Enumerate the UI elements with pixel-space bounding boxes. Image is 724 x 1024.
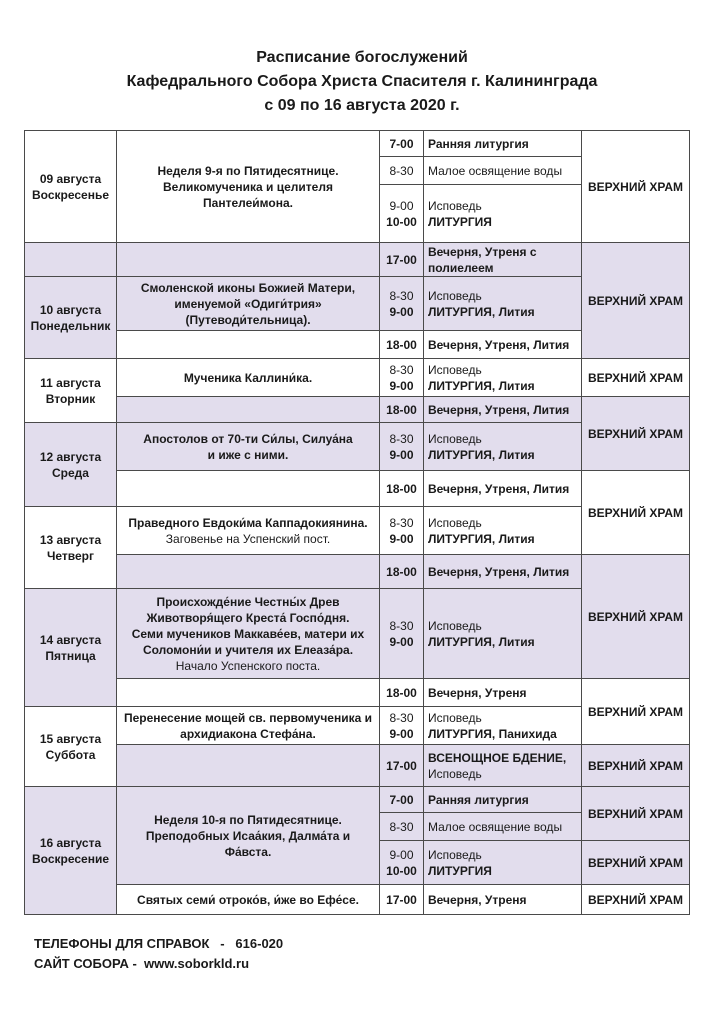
- service-name: Исповедь ЛИТУРГИЯ, Панихида: [424, 707, 582, 745]
- service-time: 17-00: [380, 243, 424, 277]
- service-name: Малое освящение воды: [424, 813, 582, 841]
- day-10-feast: Смоленской иконы Божией Матери, именуемой «Одиги́трия» (Путеводи́тельница).: [117, 277, 380, 331]
- service-time: 18-00: [380, 397, 424, 423]
- service-time: 8-30 9-00: [380, 359, 424, 397]
- service-time: 17-00: [380, 745, 424, 787]
- service-time: 8-30 9-00: [380, 277, 424, 331]
- place-cell: ВЕРХНИЙ ХРАМ: [582, 471, 690, 555]
- service-name: Исповедь ЛИТУРГИЯ, Лития: [424, 423, 582, 471]
- service-name: Исповедь ЛИТУРГИЯ, Лития: [424, 359, 582, 397]
- day-09-date: 09 августа Воскресенье: [25, 131, 117, 243]
- empty-cell: [117, 397, 380, 423]
- service-name: Вечерня, Утреня, Лития: [424, 331, 582, 359]
- empty-cell: [117, 745, 380, 787]
- day-14-feast: Происхожде́ние Честны́х Древ Животворя́щего Креста́ Госпо́дня. Семи мучеников Маккаве́ев, матери их Соломони́и и учителя их Елеаза́ра. Начало Успенского поста.: [117, 589, 380, 679]
- service-time: 8-30: [380, 813, 424, 841]
- day-13-feast: Праведного Евдоки́ма Каппадокиянина. Заговенье на Успенский пост.: [117, 507, 380, 555]
- day-15-feast: Перенесение мощей св. первомученика и архидиакона Стефа́на.: [117, 707, 380, 745]
- service-name: Ранняя литургия: [424, 131, 582, 157]
- place-cell: ВЕРХНИЙ ХРАМ: [582, 679, 690, 745]
- service-name: Исповедь ЛИТУРГИЯ, Лития: [424, 507, 582, 555]
- day-09-feast: Неделя 9-я по Пятидесятнице. Великомученика и целителя Пантелеи́мона.: [117, 131, 380, 243]
- service-time: 8-30 9-00: [380, 707, 424, 745]
- place-cell: ВЕРХНИЙ ХРАМ: [582, 359, 690, 397]
- day-15-date: 15 августа Суббота: [25, 707, 117, 787]
- service-name: Малое освящение воды: [424, 157, 582, 185]
- day-10-date: 10 августа Понедельник: [25, 277, 117, 359]
- service-time: 18-00: [380, 679, 424, 707]
- service-name: Вечерня, Утреня: [424, 885, 582, 915]
- service-name: Исповедь ЛИТУРГИЯ, Лития: [424, 277, 582, 331]
- place-cell: ВЕРХНИЙ ХРАМ: [582, 745, 690, 787]
- service-time: 18-00: [380, 331, 424, 359]
- service-time: 7-00: [380, 787, 424, 813]
- place-cell: ВЕРХНИЙ ХРАМ: [582, 885, 690, 915]
- service-name: Исповедь ЛИТУРГИЯ: [424, 185, 582, 243]
- place-cell: ВЕРХНИЙ ХРАМ: [582, 787, 690, 841]
- service-name: Вечерня, Утреня с полиелеем: [424, 243, 582, 277]
- place-cell: ВЕРХНИЙ ХРАМ: [582, 555, 690, 679]
- day-11-date: 11 августа Вторник: [25, 359, 117, 423]
- service-name: Вечерня, Утреня, Лития: [424, 555, 582, 589]
- service-name: ВСЕНОЩНОЕ БДЕНИЕ, Исповедь: [424, 745, 582, 787]
- empty-cell: [25, 243, 117, 277]
- date-range: с 09 по 16 августа 2020 г.: [264, 97, 460, 114]
- day-12-feast: Апостолов от 70-ти Си́лы, Силуа́на и иже с ними.: [117, 423, 380, 471]
- service-time: 9-00 10-00: [380, 185, 424, 243]
- service-name: Исповедь ЛИТУРГИЯ: [424, 841, 582, 885]
- empty-cell: [117, 243, 380, 277]
- schedule-title: Расписание богослужений: [256, 49, 468, 66]
- service-time: 8-30 9-00: [380, 589, 424, 679]
- service-name: Вечерня, Утреня, Лития: [424, 471, 582, 507]
- day-14-date: 14 августа Пятница: [25, 589, 117, 707]
- service-time: 17-00: [380, 885, 424, 915]
- empty-cell: [117, 555, 380, 589]
- schedule-table: [24, 130, 690, 915]
- service-time: 18-00: [380, 555, 424, 589]
- day-16-feast: Неделя 10-я по Пятидесятнице. Преподобных Исаа́кия, Далма́та и Фа́вста.: [117, 787, 380, 885]
- service-time: 8-30 9-00: [380, 507, 424, 555]
- service-time: 9-00 10-00: [380, 841, 424, 885]
- service-time: 8-30: [380, 157, 424, 185]
- day-11-feast: Мученика Каллини́ка.: [117, 359, 380, 397]
- place-cell: ВЕРХНИЙ ХРАМ: [582, 131, 690, 243]
- empty-cell: [117, 679, 380, 707]
- place-cell: ВЕРХНИЙ ХРАМ: [582, 841, 690, 885]
- day-16-date: 16 августа Воскресение: [25, 787, 117, 915]
- phone-info: ТЕЛЕФОНЫ ДЛЯ СПРАВОК - 616-020: [34, 936, 284, 951]
- day-13-date: 13 августа Четверг: [25, 507, 117, 589]
- cathedral-name: Кафедрального Собора Христа Спасителя г. Калининграда: [126, 73, 598, 90]
- service-name: Исповедь ЛИТУРГИЯ, Лития: [424, 589, 582, 679]
- website-info: САЙТ СОБОРА - www.soborkld.ru: [34, 956, 250, 971]
- empty-cell: [117, 471, 380, 507]
- service-time: 8-30 9-00: [380, 423, 424, 471]
- place-cell: ВЕРХНИЙ ХРАМ: [582, 397, 690, 471]
- day-12-date: 12 августа Среда: [25, 423, 117, 507]
- empty-cell: [117, 331, 380, 359]
- service-time: 7-00: [380, 131, 424, 157]
- service-name: Ранняя литургия: [424, 787, 582, 813]
- service-name: Вечерня, Утреня: [424, 679, 582, 707]
- service-time: 18-00: [380, 471, 424, 507]
- day-16-feast-2: Святых семи́ отроко́в, и́же во Ефе́се.: [117, 885, 380, 915]
- service-name: Вечерня, Утреня, Лития: [424, 397, 582, 423]
- place-cell: ВЕРХНИЙ ХРАМ: [582, 243, 690, 359]
